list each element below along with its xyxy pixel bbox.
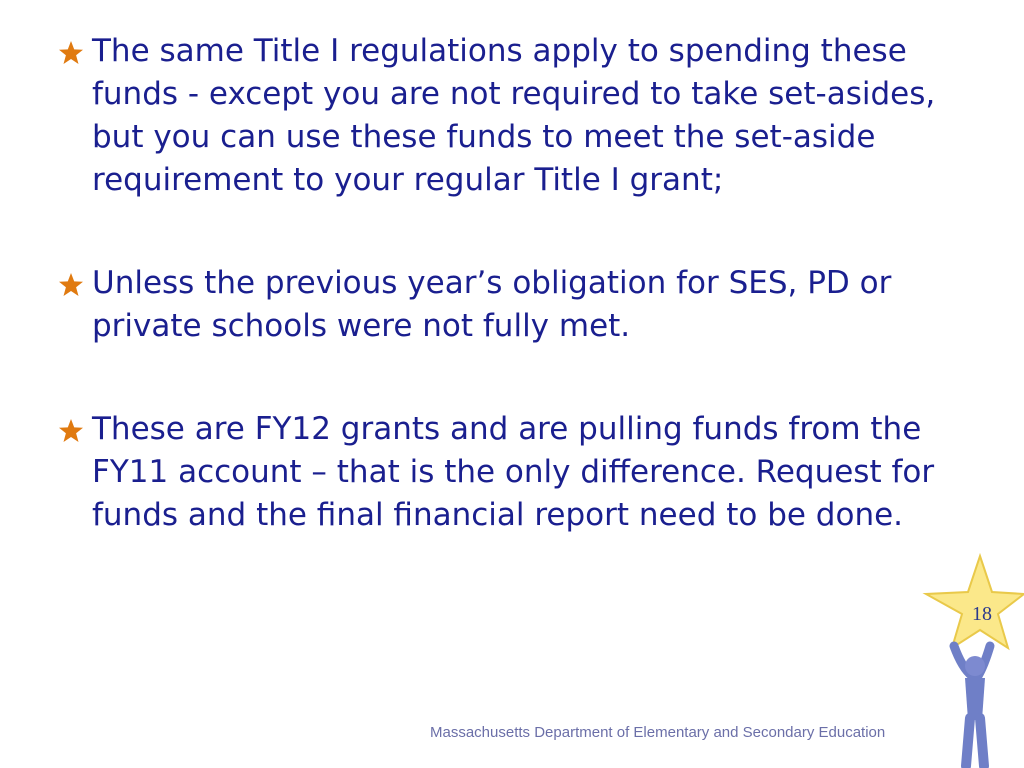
footer-text: Massachusetts Department of Elementary and Secondary Education	[430, 724, 886, 741]
bullet-text: Unless the previous year’s obligation for SES, PD or private schools were not fully met.	[92, 265, 892, 344]
star-figure-logo-icon	[918, 548, 1024, 768]
bullet-item	[58, 262, 958, 348]
star-bullet-icon	[58, 272, 84, 298]
bullet-list	[58, 30, 958, 537]
bullet-item	[58, 30, 958, 202]
star-bullet-icon	[58, 418, 84, 444]
bullet-text: The same Title I regulations apply to spending these funds - except you are not required to take set-asides, but you can use these funds to meet the set-aside requirement to your regular Title I grant;	[92, 33, 936, 198]
bullet-item	[58, 408, 958, 537]
star-bullet-icon	[58, 40, 84, 66]
bullet-text: These are FY12 grants and are pulling funds from the FY11 account – that is the only difference. Request for funds and the final financial report need to be done.	[92, 411, 935, 533]
page-number: 18	[972, 603, 992, 625]
